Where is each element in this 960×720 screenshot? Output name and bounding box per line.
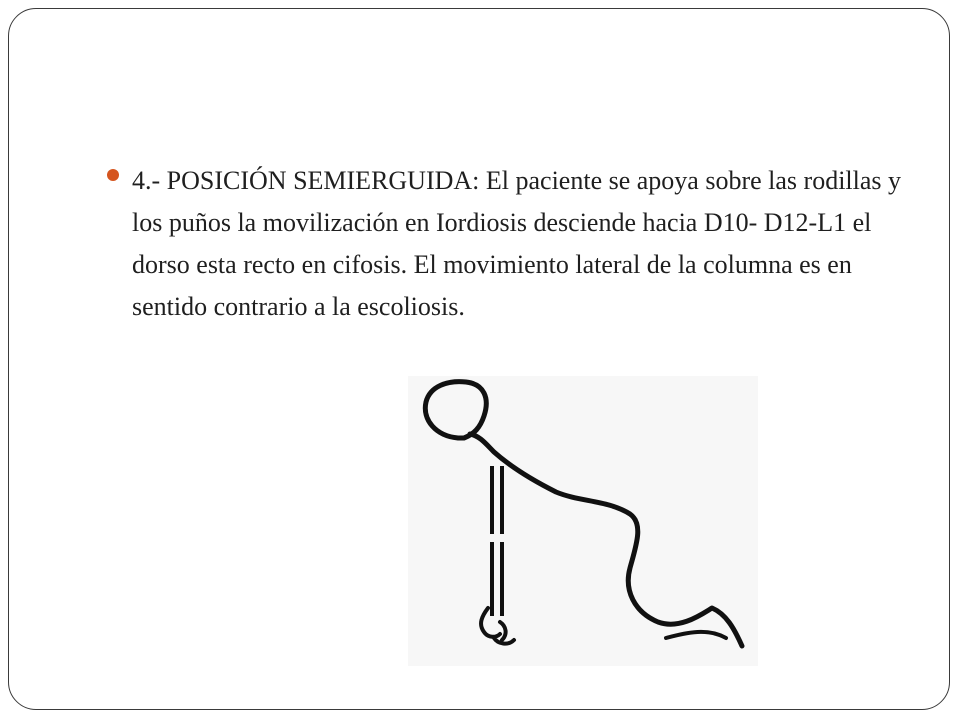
- bullet-icon: [107, 169, 119, 181]
- illustration-background: [408, 376, 758, 666]
- kneeling-figure-illustration: [408, 376, 758, 666]
- bullet-text: 4.- POSICIÓN SEMIERGUIDA: El paciente se apoya sobre las rodillas y los puños la movilización en Iordiosis desciende hacia D10- D12-L1 el dorso esta recto en cifosis. El movimiento lateral de la columna es en sentido contrario a la escoliosis.: [132, 166, 902, 321]
